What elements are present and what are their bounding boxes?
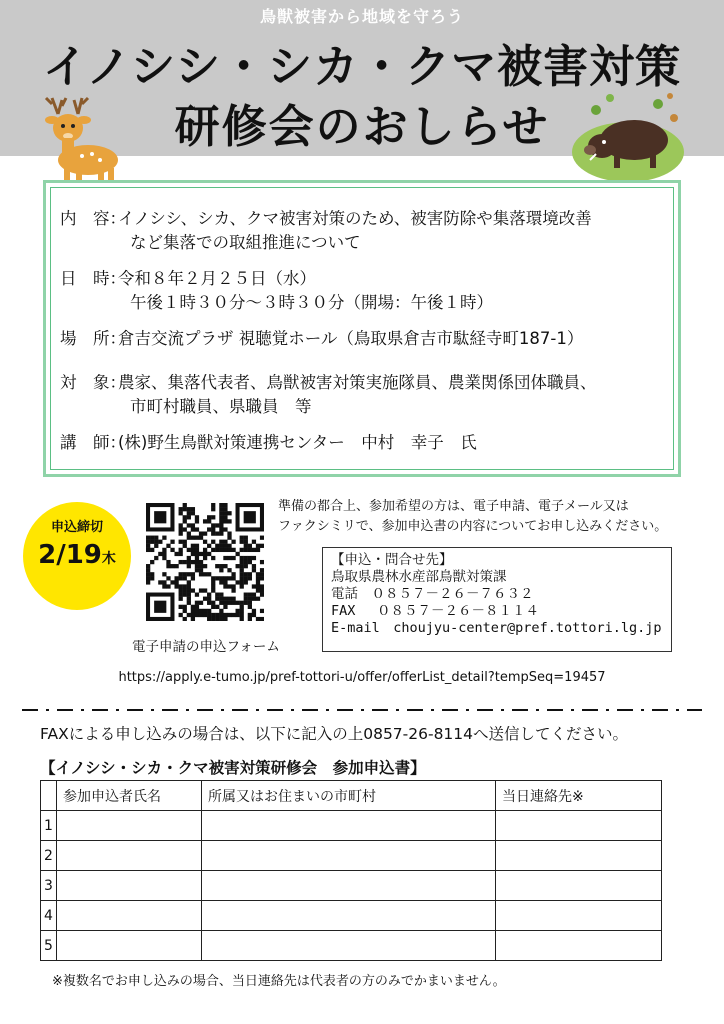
footnote: ※複数名でお申し込みの場合、当日連絡先は代表者の方のみでかまいません。 [52,974,506,989]
contact-title: 【申込・問合せ先】 [331,552,453,568]
content-label: 内 容： [60,209,126,228]
cut-line [22,707,702,713]
form-row-number: 4 [41,901,57,931]
content-text-1: イノシシ、シカ、クマ被害対策のため、被害防除や集落環境改善 [118,209,592,228]
form-cell-contact[interactable] [496,871,662,901]
contact-tel: 電話 ０８５７－２６－７６３２ [331,586,534,602]
deadline-date-value: 2/19 [38,540,102,570]
place-row [60,327,583,351]
deadline-weekday: 木 [101,551,116,567]
content-row [60,207,592,252]
form-cell-contact[interactable] [496,931,662,961]
form-cell-name[interactable] [57,841,202,871]
page-title-line2: 研修会のおしらせ [174,100,550,153]
form-cell-affiliation[interactable] [202,931,496,961]
deadline-badge [23,502,131,610]
lecturer-text: (株)野生鳥獣対策連携センター 中村 幸子 氏 [118,433,477,452]
instructions-line2: ファクシミリで、参加申込書の内容についてお申し込みください。 [278,519,668,534]
form-cell-name[interactable] [57,931,202,961]
qr-caption: 電子申請の申込フォーム [132,639,280,655]
form-cell-affiliation[interactable] [202,901,496,931]
date-label: 日 時： [60,269,126,288]
page-title-line1: イノシシ・シカ・クマ被害対策 [42,40,682,93]
target-text-2: 市町村職員、県職員 等 [130,397,312,416]
form-row-number: 3 [41,871,57,901]
form-cell-affiliation[interactable] [202,811,496,841]
form-cell-name[interactable] [57,901,202,931]
contact-org: 鳥取県農林水産部鳥獣対策課 [331,569,507,585]
form-row-number: 2 [41,841,57,871]
place-text: 倉吉交流プラザ 視聴覚ホール（鳥取県倉吉市駄経寺町187-1） [118,329,584,348]
form-row-number: 1 [41,811,57,841]
form-row [41,931,662,961]
form-row [41,871,662,901]
instructions-line1: 準備の都合上、参加希望の方は、電子申請、電子メール又は [278,499,629,514]
form-cell-affiliation[interactable] [202,871,496,901]
contact-box [322,547,672,652]
form-cell-contact[interactable] [496,841,662,871]
tagline: 鳥獣被害から地域を守ろう [259,7,464,26]
form-row [41,901,662,931]
form-cell-name[interactable] [57,811,202,841]
lecturer-label: 講 師： [60,433,126,452]
form-row [41,841,662,871]
form-title: 【イノシシ・シカ・クマ被害対策研修会 参加申込書】 [40,759,426,777]
date-text-2: 午後１時３０分～３時３０分（開場：午後１時） [130,293,493,312]
fax-instructions: FAXによる申し込みの場合は、以下に記入の上0857-26-8114へ送信してください。 [40,725,629,743]
boar-illustration [566,88,692,188]
content-text-2: など集落での取組推進について [130,233,361,252]
event-info-box [43,180,681,477]
form-header-contact: 当日連絡先※ [496,781,662,811]
place-label: 場 所： [60,329,126,348]
form-cell-affiliation[interactable] [202,841,496,871]
application-instructions [278,497,667,537]
form-header-blank [41,781,57,811]
form-cell-name[interactable] [57,871,202,901]
target-row [60,371,597,416]
contact-email[interactable]: E-mail choujyu-center@pref.tottori.lg.jp [331,620,662,636]
application-url[interactable]: https://apply.e-tumo.jp/pref-tottori-u/offer/offerList_detail?tempSeq=19457 [118,670,606,685]
qr-code[interactable] [146,503,264,621]
deadline-label: 申込締切 [50,520,103,535]
target-label: 対 象： [60,373,126,392]
date-row [60,267,493,312]
form-header-name: 参加申込者氏名 [57,781,202,811]
date-text-1: 令和８年２月２５日（水） [118,269,316,288]
target-text-1: 農家、集落代表者、鳥獣被害対策実施隊員、農業関係団体職員、 [118,373,597,392]
lecturer-row [60,431,477,455]
application-form-table [40,780,662,961]
deadline-date [29,540,125,570]
form-row-number: 5 [41,931,57,961]
form-cell-contact[interactable] [496,811,662,841]
form-row [41,811,662,841]
form-header-affiliation: 所属又はお住まいの市町村 [202,781,496,811]
form-header-row [41,781,662,811]
form-cell-contact[interactable] [496,901,662,931]
contact-fax: FAX ０８５７－２６－８１１４ [331,603,540,619]
